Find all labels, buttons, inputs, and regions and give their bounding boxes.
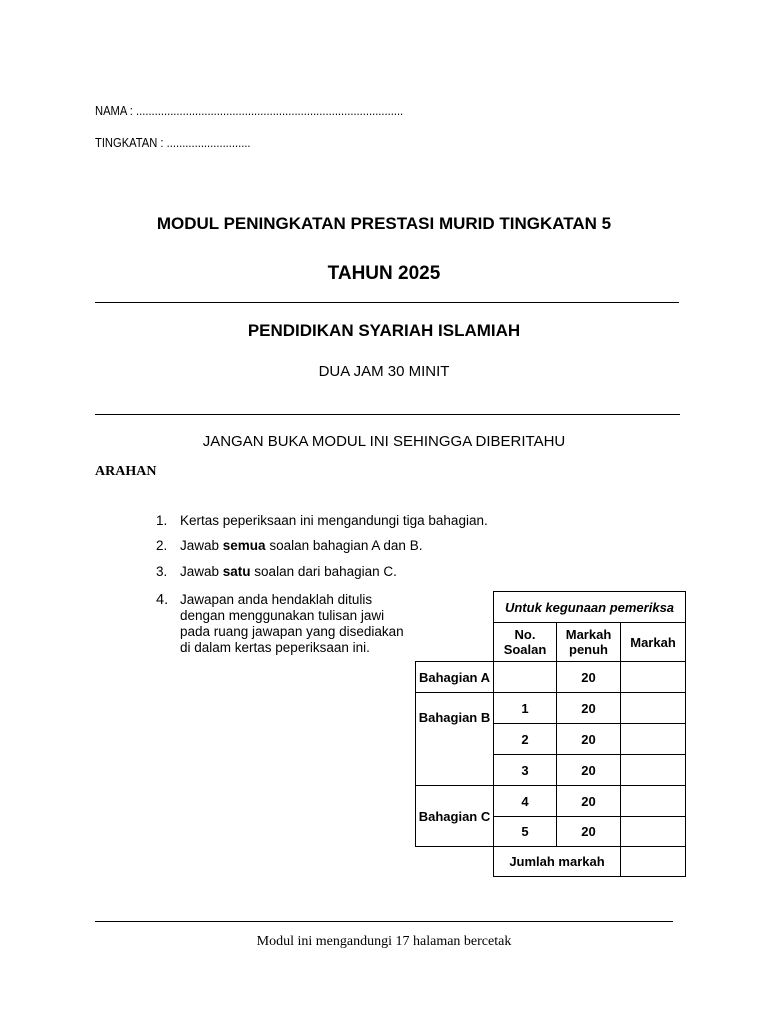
nama-dots: ...................................................................................... [136, 103, 404, 118]
tingkatan-label: TINGKATAN : [95, 135, 164, 150]
exam-duration: DUA JAM 30 MINIT [318, 363, 450, 380]
instructions-heading: ARAHAN [95, 464, 157, 479]
section-label-b: Bahagian B [415, 692, 494, 786]
instruction-text [180, 563, 397, 580]
instruction-item [156, 592, 405, 656]
instruction-item [156, 563, 488, 580]
table-cell-no [493, 661, 557, 693]
instruction-number: 3. [156, 563, 168, 579]
total-label: Jumlah markah [493, 846, 621, 877]
table-cell-no: 3 [493, 754, 557, 786]
column-header-mark: Markah [620, 622, 686, 662]
total-mark-cell[interactable] [620, 846, 686, 877]
table-cell-mark[interactable] [620, 692, 686, 724]
page-count-note: Modul ini mengandungi 17 halaman bercetak [256, 934, 512, 949]
table-cell-full-mark: 20 [556, 816, 621, 847]
table-cell-full-mark: 20 [556, 692, 621, 724]
tingkatan-field [95, 135, 251, 150]
table-cell-no: 4 [493, 785, 557, 817]
instruction-item [156, 537, 488, 554]
table-cell-full-mark: 20 [556, 785, 621, 817]
section-label-c: Bahagian C [415, 785, 494, 847]
table-cell-no: 5 [493, 816, 557, 847]
module-title: MODUL PENINGKATAN PRESTASI MURID TINGKATAN 5 [156, 214, 612, 233]
instructions-list [156, 512, 488, 588]
table-cell-full-mark: 20 [556, 661, 621, 693]
nama-field [95, 103, 403, 118]
instruction-text-post: soalan bahagian A dan B. [265, 538, 423, 554]
section-label-a: Bahagian A [415, 661, 494, 693]
instruction-text-post: soalan dari bahagian C. [250, 563, 397, 579]
divider-middle [95, 414, 680, 415]
instruction-text-pre: Jawab [180, 538, 223, 554]
subject-title: PENDIDIKAN SYARIAH ISLAMIAH [247, 321, 521, 340]
year-title: TAHUN 2025 [327, 263, 441, 284]
table-cell-mark[interactable] [620, 661, 686, 693]
table-cell-mark[interactable] [620, 723, 686, 755]
instruction-number: 1. [156, 513, 168, 528]
tingkatan-dots: ........................... [166, 135, 251, 150]
do-not-open-warning: JANGAN BUKA MODUL INI SEHINGGA DIBERITAHU [202, 433, 566, 450]
instruction-text: Kertas peperiksaan ini mengandungi tiga bahagian. [180, 513, 488, 528]
table-cell-full-mark: 20 [556, 754, 621, 786]
table-cell-no: 1 [493, 692, 557, 724]
instruction-number: 4. [156, 592, 169, 608]
table-cell-full-mark: 20 [556, 723, 621, 755]
column-header-no: No. Soalan [493, 622, 557, 662]
divider-bottom [95, 921, 673, 922]
instruction-text: Jawapan anda hendaklah ditulis dengan menggunakan tulisan jawi pada ruang jawapan yang disediakan di dalam kertas peperiksaan ini. [180, 592, 404, 655]
instruction-text [180, 537, 422, 554]
nama-label: NAMA : [95, 103, 133, 118]
instruction-text-bold: satu [222, 563, 251, 579]
instruction-text-bold: semua [222, 538, 266, 554]
table-caption: Untuk kegunaan pemeriksa [493, 591, 686, 623]
instruction-text-pre: Jawab [180, 563, 223, 579]
table-cell-no: 2 [493, 723, 557, 755]
instruction-item [156, 512, 488, 529]
table-cell-mark[interactable] [620, 785, 686, 817]
divider-top [95, 302, 679, 303]
instruction-number: 2. [156, 538, 168, 554]
table-cell-mark[interactable] [620, 816, 686, 847]
column-header-full-mark: Markah penuh [556, 622, 621, 662]
table-cell-mark[interactable] [620, 754, 686, 786]
